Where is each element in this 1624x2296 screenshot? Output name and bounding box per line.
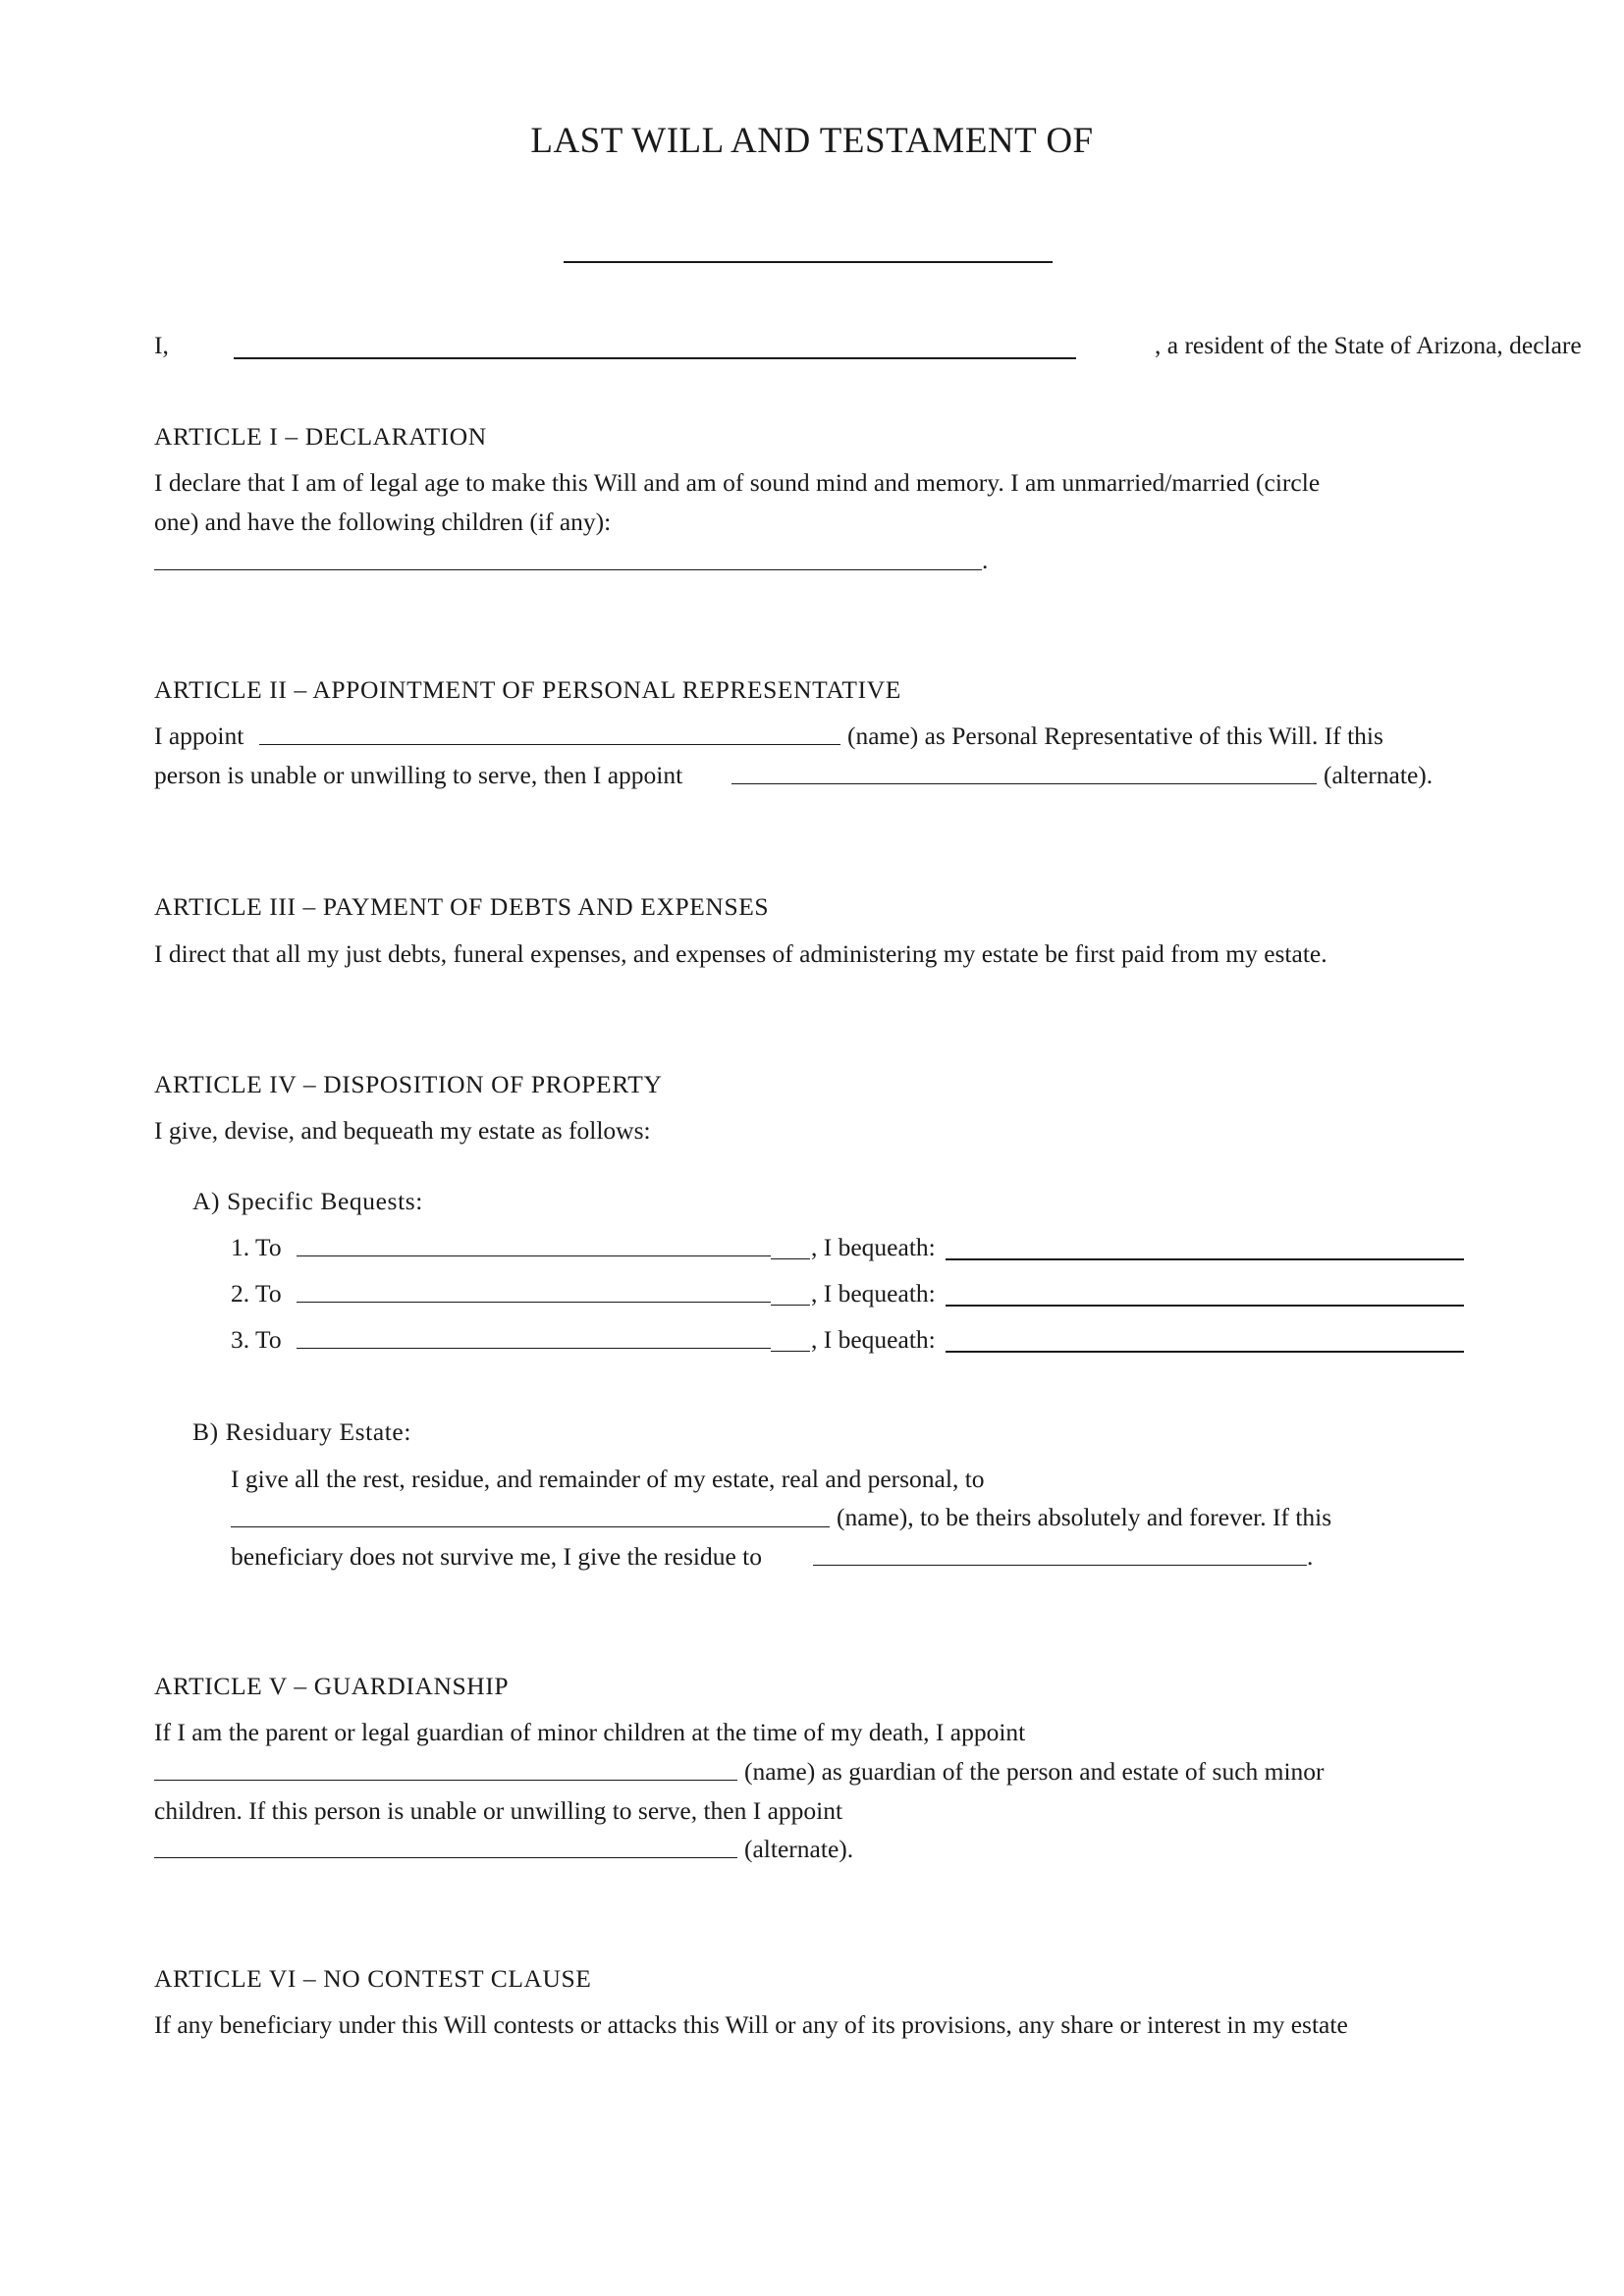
bequest-3-label: 3. To	[231, 1325, 282, 1354]
article-4-intro: I give, devise, and bequeath my estate as follows:	[154, 1116, 651, 1145]
document-title: LAST WILL AND TESTAMENT OF	[530, 121, 1094, 161]
opening-prefix: I,	[154, 331, 169, 359]
article-5-line-1: If I am the parent or legal guardian of minor children at the time of my death, I appoint	[154, 1718, 1026, 1746]
residuary-line-1: I give all the rest, residue, and remainder of my estate, real and personal, to	[231, 1465, 985, 1493]
article-2-line-1-suffix: (name) as Personal Representative of this Will. If this	[847, 721, 1383, 750]
article-6-line-1: If any beneficiary under this Will contests or attacks this Will or any of its provisions, any share or interest in my estate	[154, 2010, 1348, 2039]
bequest-1-underline	[771, 1258, 810, 1259]
guardian-name-field[interactable]	[154, 1780, 737, 1781]
bequest-1-recipient-field[interactable]	[297, 1255, 771, 1256]
article-2-line-2-prefix: person is unable or unwilling to serve, then I appoint	[154, 761, 683, 789]
article-5-line-2-suffix: (name) as guardian of the person and estate of such minor	[744, 1757, 1325, 1786]
bequest-3-item-field[interactable]	[946, 1351, 1464, 1353]
article-4-heading: ARTICLE IV – DISPOSITION OF PROPERTY	[154, 1070, 663, 1098]
article-1-heading: ARTICLE I – DECLARATION	[154, 422, 487, 451]
declarant-name-field[interactable]	[234, 357, 1076, 359]
article-5-heading: ARTICLE V – GUARDIANSHIP	[154, 1672, 510, 1700]
article-5-line-3: children. If this person is unable or unwilling to serve, then I appoint	[154, 1796, 843, 1825]
bequest-2-item-field[interactable]	[946, 1305, 1464, 1307]
article-1-text-line-2: one) and have the following children (if any):	[154, 507, 612, 536]
article-2-heading: ARTICLE II – APPOINTMENT OF PERSONAL REPRESENTATIVE	[154, 675, 901, 704]
bequest-1-item-field[interactable]	[946, 1258, 1464, 1260]
article-5-line-4-suffix: (alternate).	[744, 1835, 854, 1863]
article-1-line-3-end: .	[982, 546, 989, 574]
bequest-2-underline	[771, 1305, 810, 1306]
article-2-line-2-suffix: (alternate).	[1324, 761, 1434, 789]
alternate-representative-field[interactable]	[731, 783, 1317, 784]
article-1-text-line-1: I declare that I am of legal age to make this Will and am of sound mind and memory. I am unmarried/married (circle	[154, 468, 1321, 497]
residuary-beneficiary-field[interactable]	[231, 1526, 830, 1527]
bequest-2-label: 2. To	[231, 1279, 282, 1308]
residuary-line-2-suffix: (name), to be theirs absolutely and forever. If this	[837, 1503, 1332, 1531]
bequest-2-mid: , I bequeath:	[811, 1279, 936, 1308]
personal-representative-field[interactable]	[259, 744, 840, 745]
bequest-1-label: 1. To	[231, 1233, 282, 1261]
article-3-heading: ARTICLE III – PAYMENT OF DEBTS AND EXPENSES	[154, 892, 770, 921]
alternate-guardian-field[interactable]	[154, 1857, 737, 1858]
opening-suffix: , a resident of the State of Arizona, declare	[1155, 331, 1582, 359]
residuary-line-3-end: .	[1307, 1542, 1314, 1571]
article-3-text-line-1: I direct that all my just debts, funeral expenses, and expenses of administering my estate be first paid from my estate.	[154, 939, 1327, 968]
specific-bequests-heading: A) Specific Bequests:	[192, 1187, 423, 1215]
testator-name-field[interactable]	[564, 261, 1053, 263]
bequest-3-underline	[771, 1351, 810, 1352]
residuary-alternate-field[interactable]	[813, 1565, 1307, 1566]
bequest-3-recipient-field[interactable]	[297, 1348, 771, 1349]
bequest-2-recipient-field[interactable]	[297, 1302, 771, 1303]
article-2-line-1-prefix: I appoint	[154, 721, 244, 750]
bequest-1-mid: , I bequeath:	[811, 1233, 936, 1261]
article-6-heading: ARTICLE VI – NO CONTEST CLAUSE	[154, 1964, 592, 1993]
children-field[interactable]	[154, 569, 982, 570]
residuary-line-3-prefix: beneficiary does not survive me, I give the residue to	[231, 1542, 762, 1571]
bequest-3-mid: , I bequeath:	[811, 1325, 936, 1354]
residuary-estate-heading: B) Residuary Estate:	[192, 1417, 412, 1446]
